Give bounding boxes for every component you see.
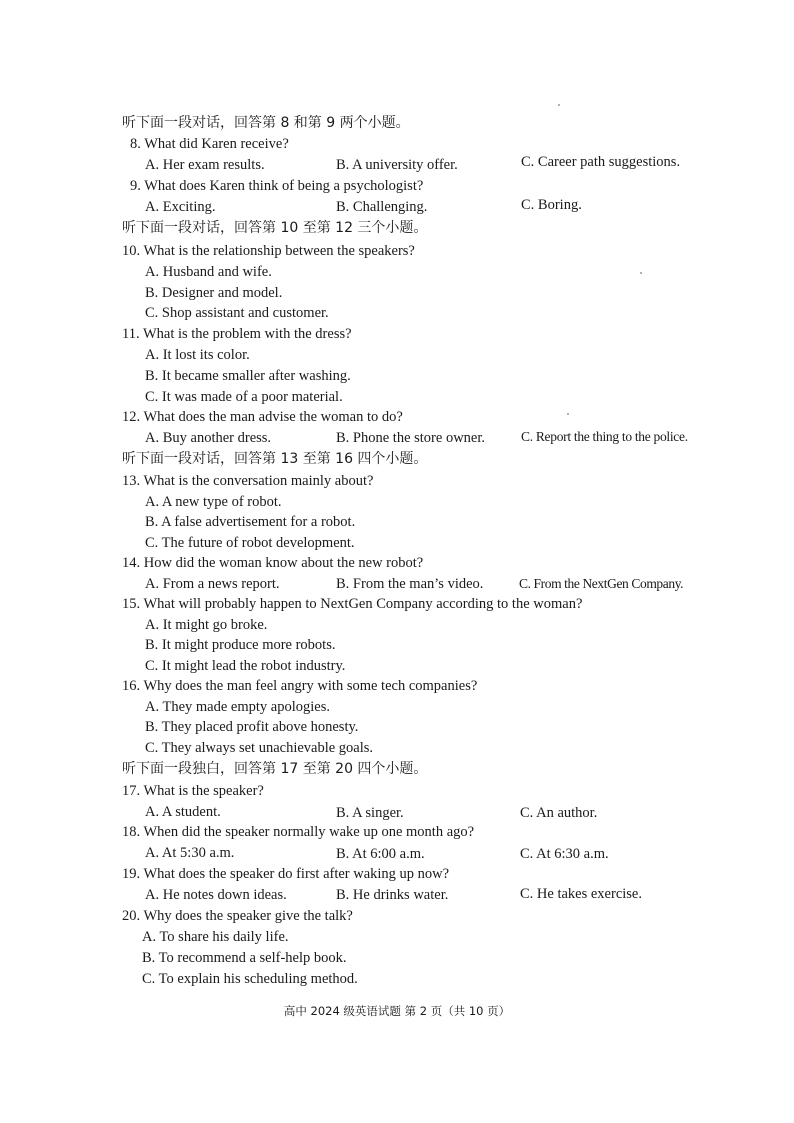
- question-18-stem: 18. When did the speaker normally wake up one month ago?: [122, 824, 475, 840]
- question-9-option-a: A. Exciting.: [145, 199, 216, 215]
- question-20-option-c: C. To explain his scheduling method.: [142, 971, 358, 987]
- scan-speck: [558, 104, 560, 106]
- question-9-option-c: C. Boring.: [521, 197, 582, 213]
- question-19-option-a: A. He notes down ideas.: [145, 887, 287, 903]
- question-9-option-b: B. Challenging.: [336, 199, 428, 215]
- question-10-option-b: B. Designer and model.: [145, 285, 283, 301]
- question-12-option-b: B. Phone the store owner.: [336, 430, 486, 446]
- question-15-option-a: A. It might go broke.: [145, 617, 268, 633]
- question-19-option-b: B. He drinks water.: [336, 887, 449, 903]
- scan-speck: [567, 413, 569, 415]
- question-11-option-b: B. It became smaller after washing.: [145, 368, 351, 384]
- section-heading: 听下面一段独白，回答第 17 至第 20 四个小题。: [122, 761, 428, 777]
- scan-speck: [640, 272, 642, 274]
- question-20-stem: 20. Why does the speaker give the talk?: [122, 908, 353, 924]
- question-19-stem: 19. What does the speaker do first after waking up now?: [122, 866, 450, 882]
- question-13-stem: 13. What is the conversation mainly about?: [122, 473, 374, 489]
- question-18-option-b: B. At 6:00 a.m.: [336, 846, 425, 862]
- question-14-option-a: A. From a news report.: [145, 576, 280, 592]
- question-15-option-b: B. It might produce more robots.: [145, 637, 336, 653]
- question-13-option-a: A. A new type of robot.: [145, 494, 282, 510]
- question-17-option-c: C. An author.: [520, 805, 598, 821]
- question-12-option-a: A. Buy another dress.: [145, 430, 272, 446]
- question-9-stem: 9. What does Karen think of being a psychologist?: [130, 178, 424, 194]
- question-12-stem: 12. What does the man advise the woman to do?: [122, 409, 403, 425]
- question-16-option-a: A. They made empty apologies.: [145, 699, 330, 715]
- question-12-option-c: C. Report the thing to the police.: [521, 429, 688, 444]
- section-heading: 听下面一段对话，回答第 10 至第 12 三个小题。: [122, 220, 428, 236]
- question-13-option-b: B. A false advertisement for a robot.: [145, 514, 356, 530]
- question-8-option-a: A. Her exam results.: [145, 157, 265, 173]
- question-18-option-a: A. At 5:30 a.m.: [145, 845, 235, 861]
- question-14-option-c: C. From the NextGen Company.: [519, 576, 684, 591]
- section-heading: 听下面一段对话，回答第 8 和第 9 两个小题。: [122, 115, 410, 131]
- question-16-stem: 16. Why does the man feel angry with some tech companies?: [122, 678, 478, 694]
- question-14-option-b: B. From the man’s video.: [336, 576, 484, 592]
- question-8-stem: 8. What did Karen receive?: [130, 136, 289, 152]
- question-20-option-a: A. To share his daily life.: [142, 929, 289, 945]
- question-15-stem: 15. What will probably happen to NextGen Company according to the woman?: [122, 596, 583, 612]
- question-17-option-a: A. A student.: [145, 804, 221, 820]
- question-11-stem: 11. What is the problem with the dress?: [122, 326, 352, 342]
- question-17-option-b: B. A singer.: [336, 805, 404, 821]
- question-16-option-b: B. They placed profit above honesty.: [145, 719, 359, 735]
- question-8-option-b: B. A university offer.: [336, 157, 458, 173]
- question-10-option-c: C. Shop assistant and customer.: [145, 305, 329, 321]
- page-footer: 高中 2024 级英语试题 第 2 页（共 10 页）: [283, 1004, 511, 1018]
- question-16-option-c: C. They always set unachievable goals.: [145, 740, 374, 756]
- question-18-option-c: C. At 6:30 a.m.: [520, 846, 609, 862]
- question-10-stem: 10. What is the relationship between the speakers?: [122, 243, 415, 259]
- question-14-stem: 14. How did the woman know about the new robot?: [122, 555, 424, 571]
- question-19-option-c: C. He takes exercise.: [520, 886, 642, 902]
- question-8-option-c: C. Career path suggestions.: [521, 154, 681, 170]
- question-10-option-a: A. Husband and wife.: [145, 264, 272, 280]
- question-17-stem: 17. What is the speaker?: [122, 783, 264, 799]
- question-11-option-a: A. It lost its color.: [145, 347, 250, 363]
- question-15-option-c: C. It might lead the robot industry.: [145, 658, 346, 674]
- question-13-option-c: C. The future of robot development.: [145, 535, 355, 551]
- question-20-option-b: B. To recommend a self-help book.: [142, 950, 347, 966]
- question-11-option-c: C. It was made of a poor material.: [145, 389, 343, 405]
- section-heading: 听下面一段对话，回答第 13 至第 16 四个小题。: [122, 451, 428, 467]
